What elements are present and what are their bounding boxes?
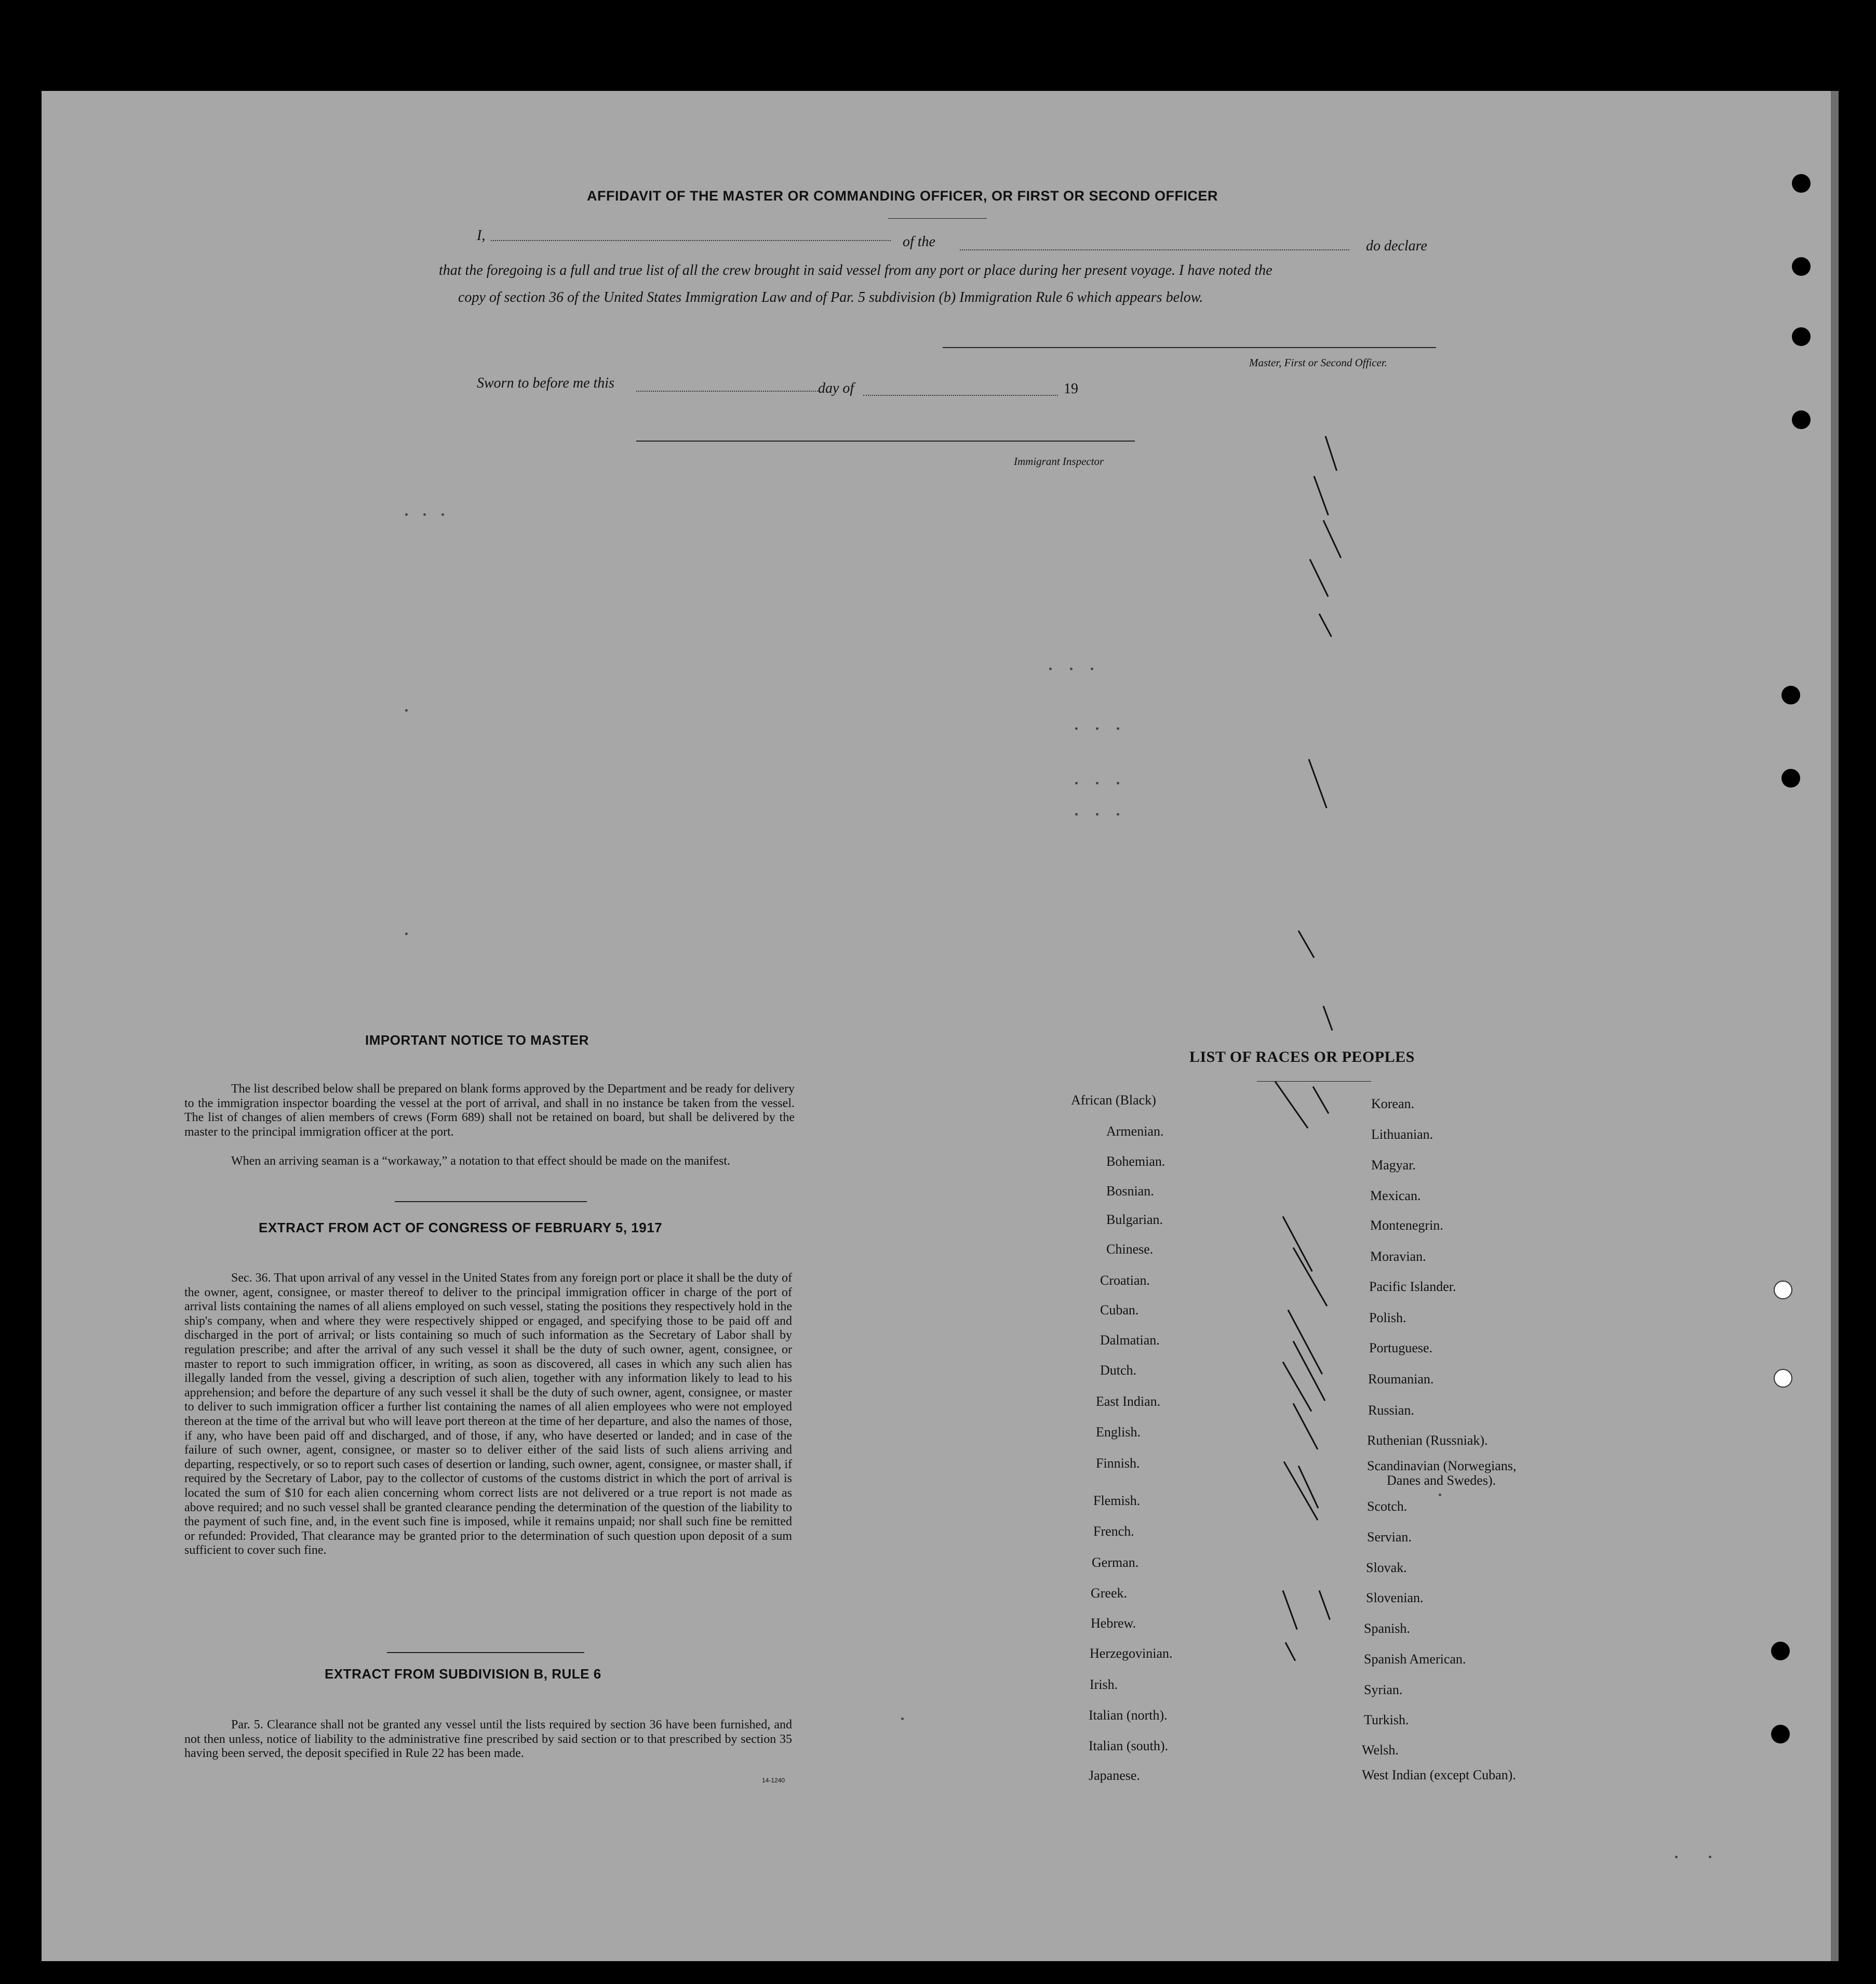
race-item: Slovak. — [1366, 1560, 1407, 1575]
race-item: French. — [1093, 1524, 1134, 1539]
race-item: Pacific Islander. — [1369, 1279, 1456, 1294]
scan-speck — [901, 1717, 904, 1720]
race-item: Welsh. — [1362, 1742, 1399, 1757]
scan-speck — [1117, 782, 1119, 784]
binder-hole — [1792, 327, 1811, 346]
document-page — [42, 91, 1839, 1961]
race-item: West Indian (except Cuban). — [1362, 1767, 1516, 1782]
race-item: Hebrew. — [1091, 1616, 1136, 1631]
race-item: Flemish. — [1093, 1493, 1141, 1508]
race-item: Italian (south). — [1089, 1738, 1169, 1753]
race-item: African (Black) — [1071, 1093, 1156, 1108]
race-item: East Indian. — [1096, 1394, 1161, 1409]
scan-speck — [1070, 668, 1073, 670]
race-item: Greek. — [1091, 1586, 1128, 1601]
binder-hole — [1774, 1281, 1792, 1299]
race-item: Danes and Swedes). — [1387, 1473, 1496, 1488]
scan-speck — [1117, 813, 1119, 816]
act-extract-text: Sec. 36. That upon arrival of any vessel in the United States from any foreign port or place it shall be the duty of the owner, agent, consignee, or master thereof to deliver to the principal immigration officer in charge of the port of arrival lists containing the names of all aliens employed on such vessel, stating the positions they respectively hold in the ship's company, when and where they were respectively shipped or engaged, and specifying those to be paid off and discharged in the port of arrival; or lists containing so much of such information as the Secretary of Labor shall by regulation prescribe; and after the arrival of any such vessel it shall be the duty of such owner, agent, consignee, or master to report to such immigration officer, in writing, as soon as discovered, all cases in which any such alien has illegally landed from the vessel, giving a description of such alien, together with any information likely to lead to his apprehension; and before the departure of any such vessel it shall be the duty of such owner, agent, consignee, or master to deliver to such immigration officer a further list containing the names of all alien employees who were not employed thereon at the time of the arrival but who will leave port thereon at the time of her departure, and also the names of those, if any, who have been paid off and discharged, and of those, if any, who have deserted or landed; and in case of the failure of such owner, agent, consignee, or master so to deliver either of the said lists of such aliens arriving and departing, respectively, or so to report such cases of desertion or landing, such owner, agent, consignee, or master shall, if required by the Secretary of Labor, pay to the collector of customs of the customs district in which the port of arrival is located the sum of $10 for each alien concerning whom correct lists are not delivered or a true report is not made as above required; and no such vessel shall be granted clearance pending the determination of the question of the liability to the payment of such fine, and, in the event such fine is imposed, while it remains unpaid; nor shall such fine be remitted or refunded: Provided, That clearance may be granted prior to the determination of such question upon deposit of a sum sufficient to cover such fine. — [184, 1271, 792, 1557]
binder-hole — [1792, 257, 1811, 276]
rule-extract-text: Par. 5. Clearance shall not be granted any vessel until the lists required by section 36 have been furnished, and not then unless, notice of liability to the administrative fine prescribed by said section or to that prescribed by section 35 having been served, the deposit specified in Rule 22 has been made. — [184, 1718, 792, 1761]
race-item: Servian. — [1367, 1529, 1412, 1544]
vessel-field[interactable] — [960, 249, 1349, 250]
binder-hole — [1774, 1369, 1792, 1388]
race-item: Montenegrin. — [1370, 1218, 1443, 1233]
sworn-month-field[interactable] — [863, 395, 1058, 396]
scan-speck — [1091, 668, 1093, 670]
race-item: Roumanian. — [1368, 1372, 1434, 1387]
scan-speck — [1049, 668, 1052, 670]
scan-speck — [1096, 813, 1098, 816]
race-item: Mexican. — [1370, 1188, 1421, 1203]
race-item: Herzegovinian. — [1090, 1646, 1173, 1661]
affidavit-line3: copy of section 36 of the United States Immigration Law and of Par. 5 subdivision (b) Immigration Rule 6 which appears below. — [458, 289, 1203, 305]
scan-speck — [1075, 813, 1078, 816]
scan-speck — [1075, 727, 1078, 730]
notice-paragraph-2: When an arriving seaman is a “workaway,” a notation to that effect should be made on the manifest. — [231, 1154, 730, 1168]
scan-speck — [441, 513, 444, 516]
affidavit-line1-suffix: do declare — [1366, 238, 1427, 254]
race-item: Spanish. — [1364, 1621, 1410, 1636]
scan-speck — [405, 709, 408, 712]
race-item: Croatian. — [1100, 1273, 1150, 1288]
binder-hole — [1781, 769, 1800, 788]
scan-speck — [1075, 782, 1078, 784]
race-item: Ruthenian (Russniak). — [1367, 1433, 1488, 1448]
race-item: Scandinavian (Norwegians, — [1367, 1458, 1517, 1473]
sworn-prefix: Sworn to before me this — [477, 375, 614, 391]
scan-speck — [1439, 1494, 1441, 1496]
race-item: Bulgarian. — [1106, 1212, 1163, 1227]
scan-speck — [1117, 727, 1119, 730]
title-underline — [888, 218, 987, 219]
race-item: Cuban. — [1100, 1302, 1139, 1317]
race-item: Polish. — [1369, 1310, 1406, 1325]
name-field[interactable] — [491, 240, 891, 241]
race-item: Scotch. — [1367, 1499, 1408, 1514]
inspector-label: Immigrant Inspector — [1014, 455, 1104, 468]
binder-hole — [1781, 686, 1800, 704]
scan-speck — [405, 933, 408, 935]
affidavit-line1-of: of the — [903, 234, 935, 250]
scan-speck — [1096, 782, 1098, 784]
sworn-day-label: day of — [818, 380, 854, 396]
scan-speck — [423, 513, 426, 516]
scan-speck — [1675, 1856, 1678, 1858]
signature-label: Master, First or Second Officer. — [1249, 356, 1387, 369]
form-number: 14-1240 — [762, 1777, 785, 1784]
inspector-signature-line[interactable] — [636, 441, 1135, 442]
affidavit-line2: that the foregoing is a full and true list of all the crew brought in said vessel from any port or place during her present voyage. I have noted the — [439, 262, 1272, 278]
race-item: Slovenian. — [1366, 1590, 1424, 1605]
race-item: Spanish American. — [1364, 1652, 1466, 1667]
race-item: German. — [1092, 1555, 1139, 1570]
race-item: Magyar. — [1371, 1157, 1416, 1173]
race-item: Lithuanian. — [1371, 1127, 1433, 1142]
binder-hole — [1792, 174, 1811, 193]
sworn-year: 19 — [1064, 381, 1078, 397]
race-item: Armenian. — [1106, 1124, 1164, 1139]
scan-speck — [405, 513, 408, 516]
race-item: Portuguese. — [1369, 1340, 1433, 1355]
binder-hole — [1771, 1725, 1790, 1743]
race-item: Japanese. — [1089, 1768, 1140, 1783]
race-item: Syrian. — [1364, 1682, 1403, 1697]
notice-title: IMPORTANT NOTICE TO MASTER — [365, 1032, 589, 1048]
act-extract-title: EXTRACT FROM ACT OF CONGRESS OF FEBRUARY 5, 1917 — [259, 1220, 663, 1235]
rule-extract-title: EXTRACT FROM SUBDIVISION B, RULE 6 — [325, 1666, 601, 1682]
page-edge — [1831, 91, 1839, 1961]
affidavit-line1-prefix: I, — [477, 228, 486, 244]
affidavit-title: AFFIDAVIT OF THE MASTER OR COMMANDING OFFICER, OR FIRST OR SECOND OFFICER — [587, 188, 1218, 204]
race-item: Bohemian. — [1106, 1154, 1165, 1169]
section-divider — [395, 1201, 587, 1202]
binder-hole — [1771, 1642, 1790, 1660]
race-item: Dutch. — [1100, 1363, 1137, 1378]
race-item: Finnish. — [1096, 1456, 1140, 1471]
race-item: English. — [1096, 1424, 1141, 1440]
scan-speck — [1709, 1856, 1711, 1858]
notice-paragraph-1: The list described below shall be prepared on blank forms approved by the Department and be ready for delivery to the immigration inspector boarding the vessel at the port of arrival, and shall in no instance be taken from the vessel. The list of changes of alien members of crews (Form 689) shall not be retained on board, but shall be delivered by the master to the principal immigration officer at the port. — [184, 1082, 795, 1139]
race-item: Dalmatian. — [1100, 1333, 1160, 1348]
race-item: Turkish. — [1364, 1712, 1409, 1727]
race-item: Moravian. — [1370, 1249, 1426, 1264]
race-item: Chinese. — [1106, 1242, 1154, 1257]
race-item: Bosnian. — [1106, 1183, 1154, 1199]
races-title: LIST OF RACES OR PEOPLES — [1189, 1048, 1415, 1066]
sworn-day-field[interactable] — [636, 391, 818, 392]
race-item: Korean. — [1371, 1096, 1415, 1111]
binder-hole — [1792, 410, 1811, 429]
signature-line[interactable] — [943, 347, 1436, 348]
race-item: Italian (north). — [1089, 1708, 1168, 1723]
scan-speck — [1096, 727, 1098, 730]
race-item: Russian. — [1368, 1403, 1414, 1418]
race-item: Irish. — [1090, 1677, 1118, 1692]
section-divider — [387, 1652, 584, 1653]
